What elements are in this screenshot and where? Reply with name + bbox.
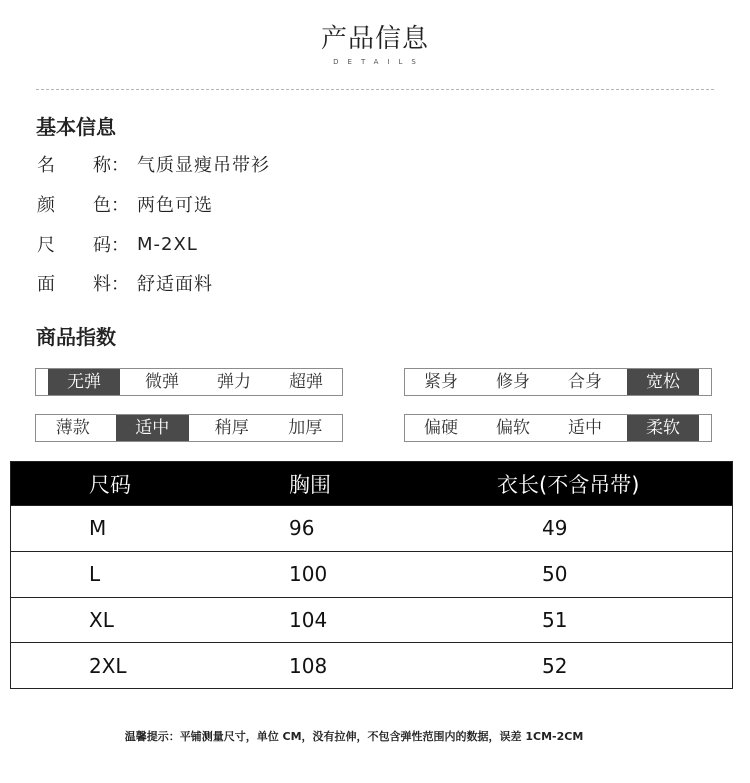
scale-option: 加厚	[288, 418, 323, 438]
scale-option: 宽松	[627, 369, 699, 395]
table-cell: 104	[289, 607, 328, 632]
table-cell: 49	[542, 516, 568, 541]
scale-option: 适中	[116, 415, 190, 441]
scale-option: 适中	[568, 418, 602, 438]
header-cell-size: 尺码	[89, 472, 131, 497]
scale-option: 紧身	[424, 372, 458, 392]
scale-option: 无弹	[48, 369, 120, 395]
scale-option: 薄款	[55, 418, 90, 438]
scale-option: 偏硬	[424, 418, 458, 438]
table-row	[11, 551, 732, 597]
scale-option: 修身	[496, 372, 530, 392]
table-cell: M	[89, 516, 107, 541]
table-cell: L	[89, 562, 101, 587]
table-cell: 52	[542, 653, 568, 678]
scale-option: 超弹	[289, 372, 323, 392]
table-row	[11, 505, 732, 551]
scale-option: 稍厚	[214, 418, 249, 438]
measurement-note: 温馨提示：平铺测量尺寸，单位 CM，没有拉伸，不包含弹性范围内的数据，误差 1CM-2CM	[124, 730, 584, 743]
scale-option: 柔软	[627, 415, 699, 441]
info-label: 颜 色	[37, 195, 111, 216]
info-value: 舒适面料	[137, 274, 213, 295]
scale-option: 合身	[568, 372, 602, 392]
size-table	[10, 461, 733, 689]
table-cell: 108	[289, 653, 328, 678]
table-cell: 51	[542, 607, 568, 632]
softness-scale	[404, 414, 712, 442]
info-row-fabric: 面 料 ： 舒适面料	[37, 270, 213, 296]
scale-option: 偏软	[496, 418, 530, 438]
info-label: 名 称	[37, 155, 111, 176]
header-cell-bust: 胸围	[289, 472, 331, 497]
table-cell: 100	[289, 562, 328, 587]
info-label: 面 料	[37, 274, 111, 295]
info-row-size: 尺 码 ： M-2XL	[37, 231, 198, 257]
table-row	[11, 642, 732, 688]
info-row-name: 名 称 ： 气质显瘦吊带衫	[37, 151, 270, 177]
info-label: 尺 码	[37, 235, 111, 256]
table-cell: 2XL	[89, 653, 127, 678]
header-cell-length: 衣长(不含吊带)	[497, 472, 640, 497]
elasticity-scale	[35, 368, 343, 396]
page-subtitle: DETAILS	[333, 58, 425, 66]
scale-option: 弹力	[217, 372, 251, 392]
table-cell: 96	[289, 516, 315, 541]
page-title: 产品信息	[320, 24, 429, 54]
table-row	[11, 597, 732, 643]
dashed-divider	[36, 89, 714, 90]
info-value: M-2XL	[137, 233, 198, 255]
info-row-color: 颜 色 ： 两色可选	[37, 191, 213, 217]
info-value: 气质显瘦吊带衫	[137, 155, 270, 176]
product-index-title: 商品指数	[36, 325, 116, 349]
table-cell: XL	[89, 607, 114, 632]
thickness-scale	[35, 414, 343, 442]
info-value: 两色可选	[137, 195, 213, 216]
fit-scale	[404, 368, 712, 396]
scale-option: 微弹	[145, 372, 179, 392]
table-header	[11, 462, 732, 505]
table-cell: 50	[542, 562, 568, 587]
basic-info-title: 基本信息	[36, 115, 116, 139]
